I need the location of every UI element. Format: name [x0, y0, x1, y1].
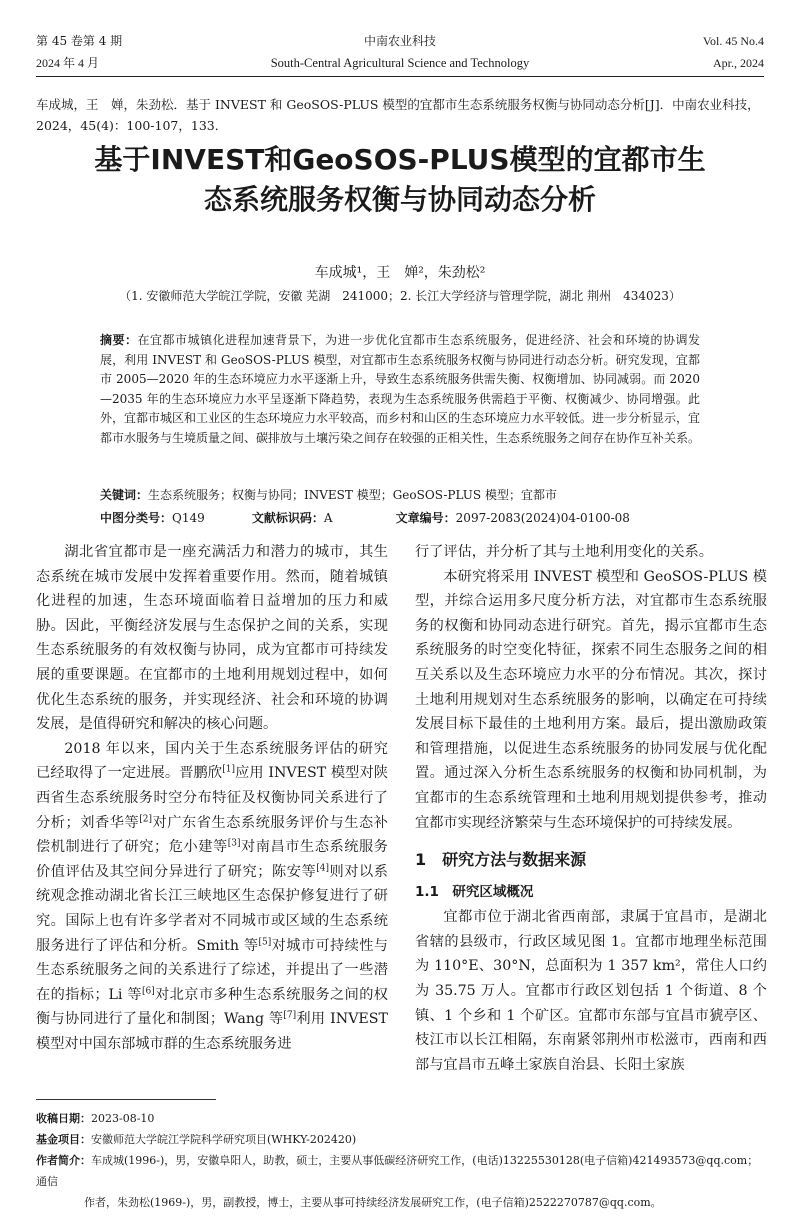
paragraph: 2018 年以来，国内关于生态系统服务评估的研究已经取得了一定进展。晋鹏欣[1]应用 INVEST 模型对陕西省生态系统服务时空分布特征及权衡协同关系进行了分析；刘香华等[2]对广东省生态系统服务评价与生态补偿机制进行了研究；危小建等[3]对南昌市生态系统服务价值评估及其空间分异进行了研究；陈安等[4]则对以系统观念推动湖北省长江三峡地区生态保护修复进行了研究。国际上也有许多学者对不同城市或区域的生态系统服务进行了评估和分析。Smith 等[5]对城市可持续性与生态系统服务之间的关系进行了综述，并提出了一些潜在的指标；Li 等[6]对北京市多种生态系统服务之间的权衡与协同进行了量化和制图；Wang 等[7]利用 INVEST 模型对中国东部城市群的生态系统服务进: [36, 740, 388, 1052]
subsection-heading: 1.1 研究区域概况: [415, 884, 534, 901]
author-bio: 作者简介：车成城(1996-)，男，安徽阜阳人，助教，硕士，主要从事低碳经济研究工作，(电话)13225530128(电子信箱)421493573@qq.com；通信: [36, 1154, 759, 1188]
doc-code-value: A: [323, 511, 333, 525]
clc-label: 中图分类号：: [100, 511, 173, 525]
journal-name-en: South-Central Agricultural Science and Technology: [270, 56, 530, 70]
article-title: [36, 140, 764, 220]
header-rule: [36, 76, 764, 77]
reference-6[interactable]: [6]: [141, 985, 155, 996]
title-line-1: 基于INVEST和GeoSOS-PLUS模型的宜都市生: [94, 143, 706, 176]
body-right-column: [415, 540, 767, 1077]
reference-5[interactable]: [5]: [258, 936, 272, 947]
author-list: 车成城¹，王 婵²，朱劲松²: [314, 265, 486, 281]
article-no-value: 2097-2083(2024)04-0100-08: [455, 511, 630, 525]
header-right: [703, 30, 764, 74]
paragraph: 宜都市位于湖北省西南部，隶属于宜昌市，是湖北省辖的县级市，行政区域见图 1。宜都市地理坐标范围为 110°E、30°N，总面积为 1 357 km²，常住人口约为 35.75 万人。宜都市行政区划包括 1 个街道、8 个镇、1 个乡和 1 个矿区。宜都市东部与宜昌市猇亭区、枝江市以长江相隔，东南紧邻荆州市松滋市，西南和西部与宜昌市五峰土家族自治县、长阳土家族: [415, 909, 767, 1073]
reference-2[interactable]: [2]: [139, 813, 152, 824]
fund-info: 基金项目：安徽师范大学皖江学院科学研究项目(WHKY-202420): [36, 1133, 357, 1146]
journal-name-cn: 中南农业科技: [363, 34, 436, 48]
article-no-label: 文章编号：: [395, 511, 456, 525]
reference-3[interactable]: [3]: [227, 838, 241, 849]
reference-4[interactable]: [4]: [316, 862, 329, 873]
paragraph: 行了评估，并分析了其与土地利用变化的关系。: [415, 544, 713, 560]
date-cn: 2024 年 4 月: [36, 56, 100, 70]
doc-code-label: 文献标识码：: [251, 511, 324, 525]
abstract-text: 在宜都市城镇化进程加速背景下，为进一步优化宜都市生态系统服务，促进经济、社会和环境的协调发展，利用 INVEST 和 GeoSOS-PLUS 模型，对宜都市生态系统服务权衡与协同进行动态分析。研究发现，宜都市 2005—2020 年的生态环境应力水平逐渐上升，导致生态系统服务供需失衡、权衡增加、协同减弱。而 2020—2035 年的生态环境应力水平呈逐渐下降趋势，表现为生态系统服务供需趋于平衡、权衡减少、协同增强。此外，宜都市城区和工业区的生态环境应力水平较高，而乡村和山区的生态环境应力水平较低。进一步分析显示，宜都市水服务与生境质量之间、碳排放与土壤污染之间存在较强的正相关性，生态系统服务之间存在协作互补关系。: [100, 333, 701, 445]
classification-line: [100, 509, 700, 526]
reference-1[interactable]: [1]: [222, 764, 235, 775]
body-left-column: [36, 540, 388, 1056]
author-bio-continued: 作者，朱劲松(1969-)，男，副教授，博士，主要从事可持续经济发展研究工作，(电子信箱)2522270787@qq.com。: [84, 1196, 662, 1209]
section-heading: 1 研究方法与数据来源: [415, 850, 587, 870]
volume-cn: 第 45 卷第 4 期: [36, 34, 123, 48]
title-line-2: 态系统服务权衡与协同动态分析: [203, 183, 596, 216]
footnote-rule: [36, 1099, 216, 1100]
keywords-text: 生态系统服务；权衡与协同；INVEST 模型；GeoSOS-PLUS 模型；宜都市: [148, 488, 557, 502]
abstract-label: 摘要：: [100, 333, 138, 347]
keywords-label: 关键词：: [100, 488, 149, 502]
running-header: [36, 30, 764, 74]
date-en: Apr., 2024: [713, 56, 764, 70]
volume-en: Vol. 45 No.4: [702, 34, 764, 48]
keywords: [100, 486, 700, 503]
received-date: 收稿日期：2023-08-10: [36, 1112, 155, 1125]
clc-value: Q149: [172, 511, 205, 525]
citation: 车成城，王 婵，朱劲松．基于 INVEST 和 GeoSOS-PLUS 模型的宜都市生态系统服务权衡与协同动态分析[J]．中南农业科技，2024，45(4)：100-107，133．: [36, 97, 760, 133]
affiliation: （1. 安徽师范大学皖江学院，安徽 芜湖 241000；2. 长江大学经济与管理学院，湖北 荆州 434023）: [119, 289, 681, 303]
header-center: [36, 30, 764, 74]
paragraph: 湖北省宜都市是一座充满活力和潜力的城市，其生态系统在城市发展中发挥着重要作用。然而，随着城镇化进程的加速，生态环境面临着日益增加的压力和威胁。因此，平衡经济发展与生态保护之间的关系，实现生态系统服务的有效权衡与协同，成为宜都市可持续发展的重要课题。在宜都市的土地利用规划过程中，如何优化生态系统的服务，并实现经济、社会和环境的协调发展，是值得研究和解决的核心问题。: [36, 544, 388, 733]
reference-7[interactable]: [7]: [283, 1010, 297, 1021]
footnotes: [36, 1108, 764, 1213]
paragraph: 本研究将采用 INVEST 模型和 GeoSOS-PLUS 模型，并综合运用多尺度分析方法，对宜都市生态系统服务的权衡和协同动态进行研究。首先，揭示宜都市生态系统服务的时空变化特征，探索不同生态服务之间的相互关系以及生态环境应力水平的分布情况。其次，探讨土地利用规划对生态系统服务的影响，以确定在可持续发展目标下最佳的土地利用方案。最后，提出激励政策和管理措施，以促进生态系统服务的协同发展与优化配置。通过深入分析生态系统服务的权衡和协同机制，为宜都市的生态系统管理和土地利用规划提供参考，推动宜都市实现经济繁荣与生态环境保护的可持续发展。: [415, 568, 767, 831]
abstract: [100, 331, 700, 449]
